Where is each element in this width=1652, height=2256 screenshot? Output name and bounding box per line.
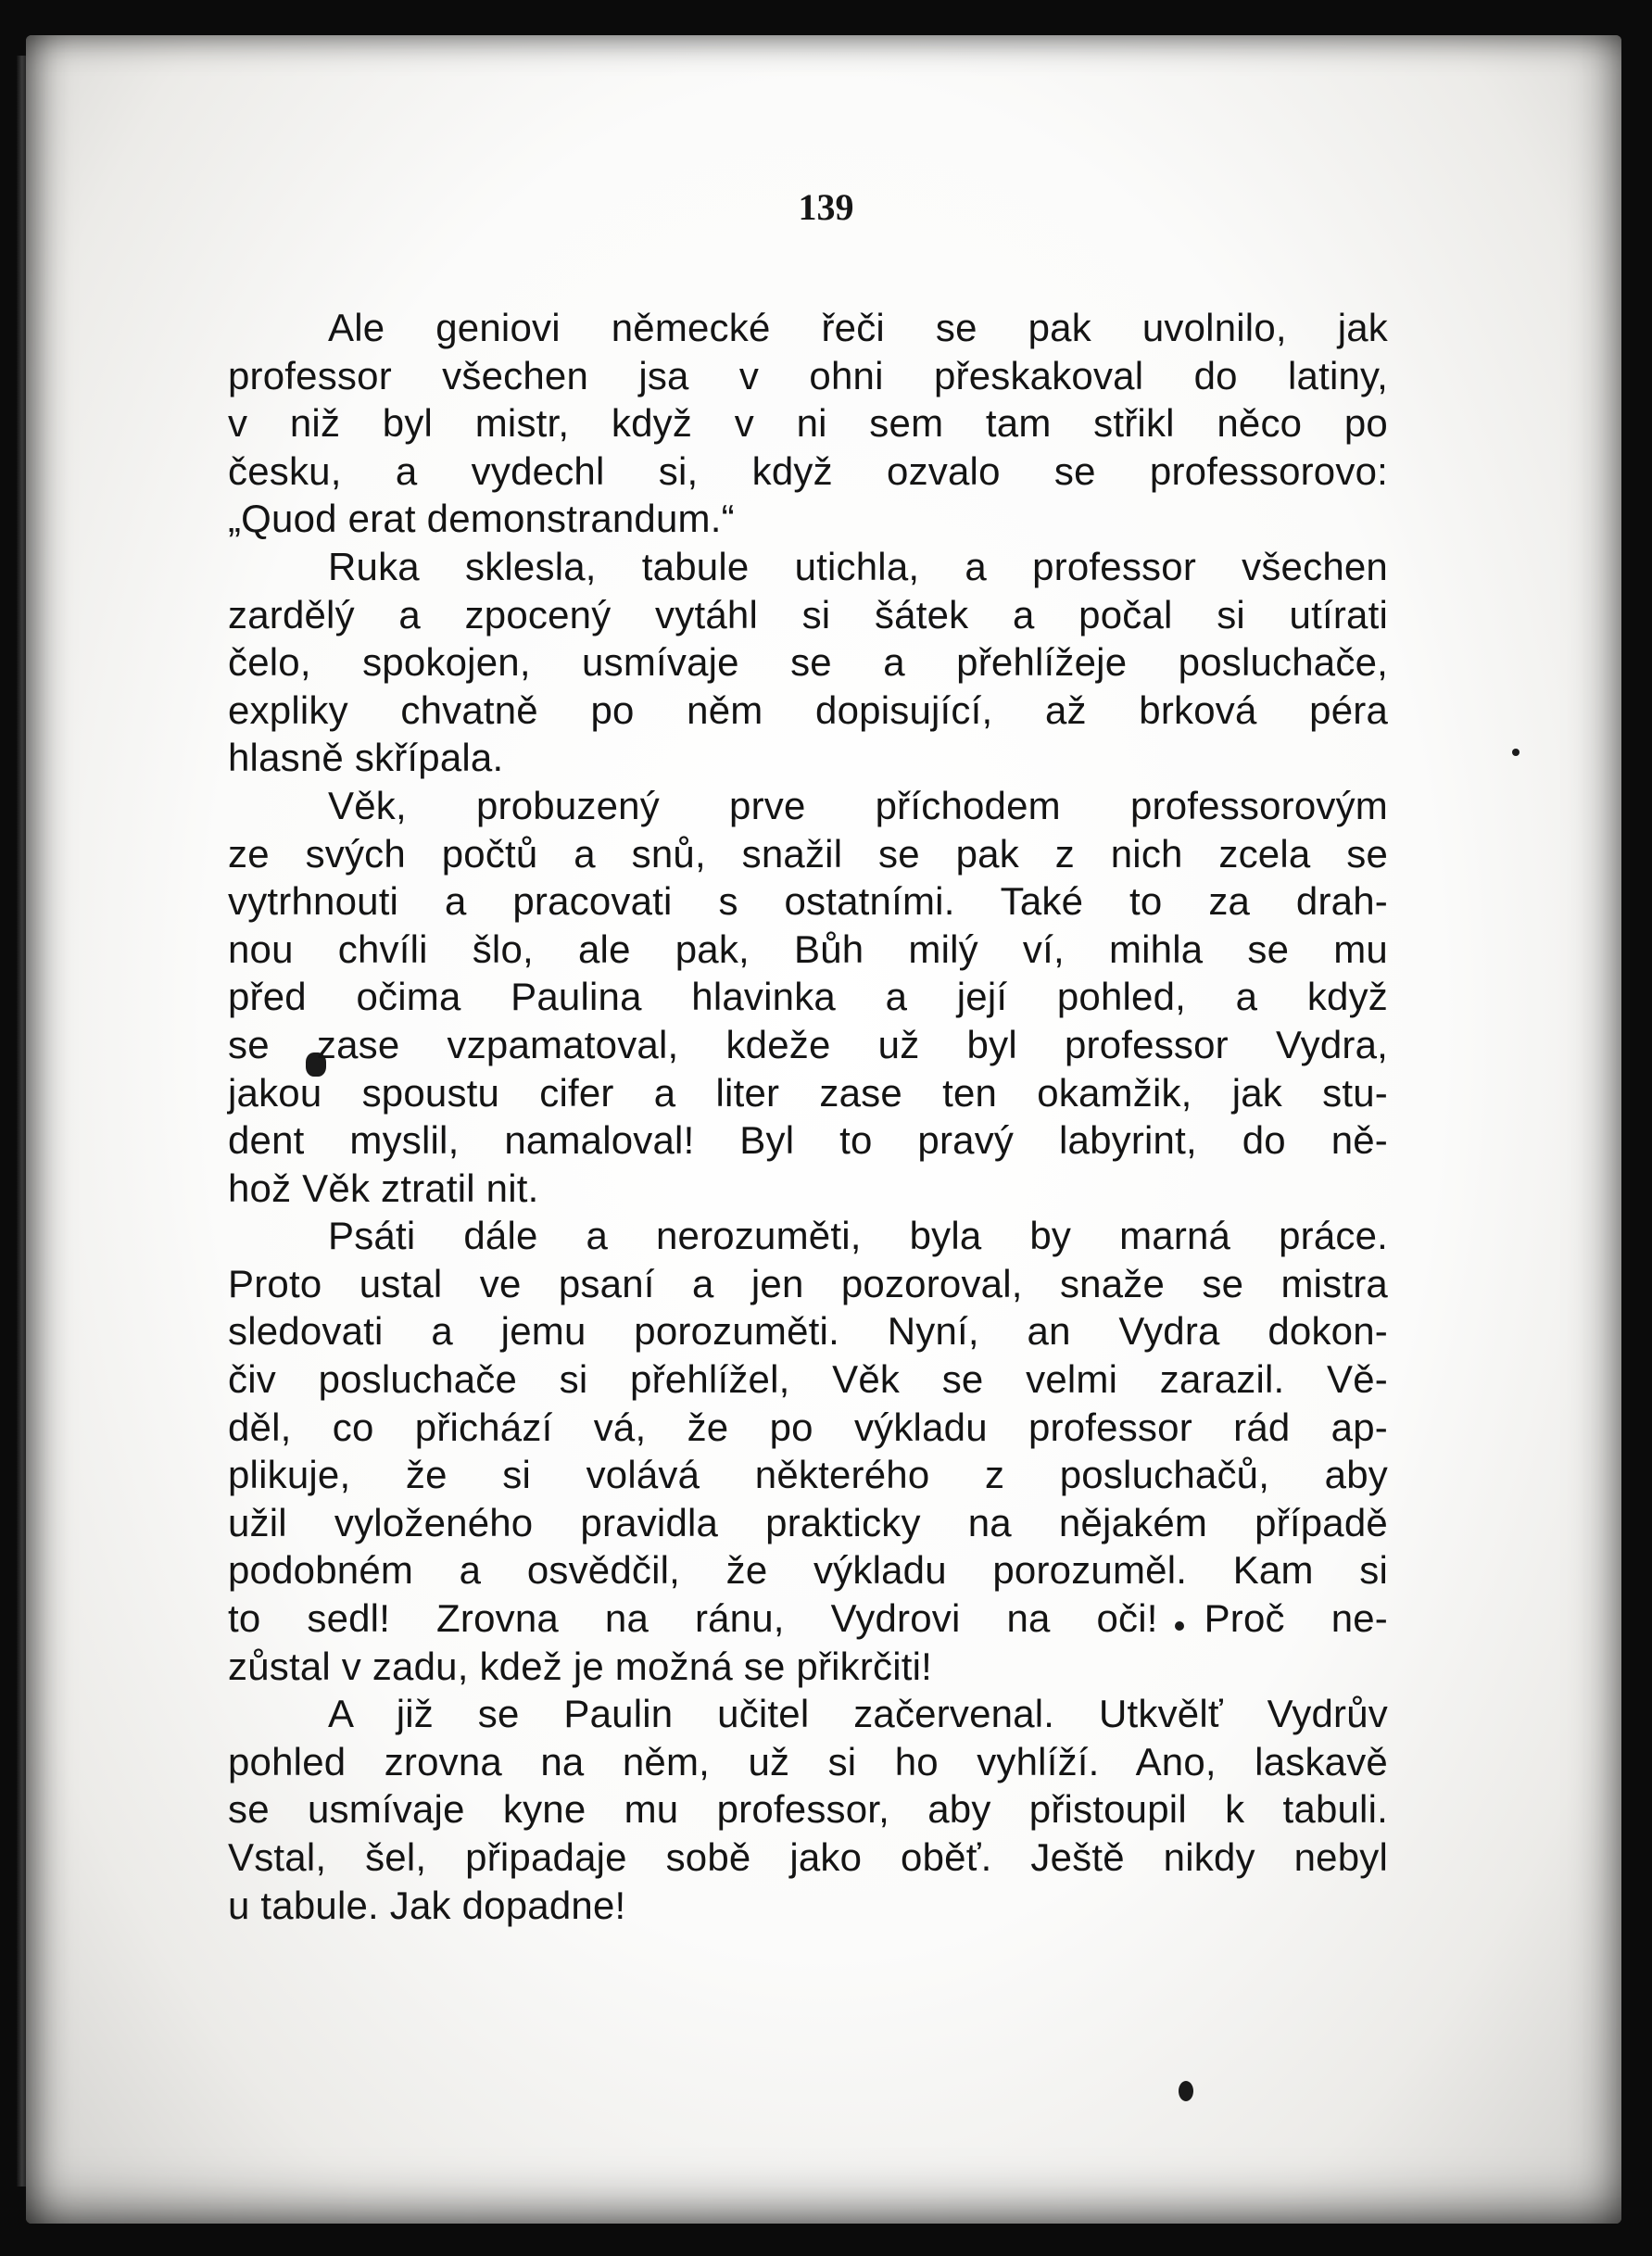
- text-line: užil vyloženého pravidla prakticky na nějakém případě: [228, 1500, 1388, 1544]
- text-line: jakou spoustu cifer a liter zase ten okamžik, jak stu-: [228, 1070, 1388, 1115]
- text-line: u tabule. Jak dopadne!: [228, 1883, 626, 1927]
- text-line: podobném a osvědčil, že výkladu porozuměl. Kam si: [228, 1548, 1388, 1593]
- paragraph: [228, 543, 1388, 782]
- text-line: sledovati a jemu porozuměti. Nyní, an Vydra dokon-: [228, 1309, 1388, 1354]
- text-line: v niž byl mistr, když v ni sem tam střikl něco po: [228, 401, 1388, 446]
- text-line: Věk, probuzený prve příchodem professorovým: [328, 783, 1388, 827]
- text-line: Ale geniovi německé řeči se pak uvolnilo, jak: [328, 306, 1388, 349]
- paragraph: [228, 782, 1388, 1212]
- body-text: [228, 304, 1388, 1929]
- text-line: ze svých počtů a snů, snažil se pak z nich zcela se: [228, 831, 1388, 876]
- text-line: se usmívaje kyne mu professor, aby přistoupil k tabuli.: [228, 1787, 1388, 1832]
- text-line: Proto ustal ve psaní a jen pozoroval, snaže se mistra: [228, 1261, 1388, 1305]
- text-line: pohled zrovna na něm, už si ho vyhlíží. Ano, laskavě: [228, 1739, 1388, 1783]
- text-line: nou chvíli šlo, ale pak, Bůh milý ví, mihla se mu: [228, 926, 1388, 971]
- text-line: vytrhnouti a pracovati s ostatními. Také to za drah-: [228, 879, 1388, 924]
- text-line: před očima Paulina hlavinka a její pohled, a když: [228, 975, 1388, 1019]
- text-line: dent myslil, namaloval! Byl to pravý labyrint, do ně-: [228, 1118, 1388, 1163]
- text-line: zůstal v zadu, kdež je možná se přikrčiti!: [228, 1644, 933, 1688]
- text-line: A již se Paulin učitel začervenal. Utkvělť Vydrův: [328, 1692, 1388, 1736]
- text-line: Psáti dále a nerozuměti, byla by marná práce.: [328, 1214, 1388, 1258]
- text-line: to sedl! Zrovna na ránu, Vydrovi na oči! Proč ne-: [228, 1596, 1388, 1641]
- ink-speck: [1512, 749, 1520, 756]
- text-line: Vstal, šel, připadaje sobě jako oběť. Ještě nikdy nebyl: [228, 1835, 1388, 1879]
- text-line: hož Věk ztratil nit.: [228, 1166, 539, 1210]
- paragraph: [228, 1212, 1388, 1690]
- text-line: čiv posluchače si přehlížel, Věk se velmi zarazil. Vě-: [228, 1357, 1388, 1402]
- ink-speck: [1179, 2081, 1193, 2101]
- text-line: se zase vzpamatoval, kdeže už byl professor Vydra,: [228, 1022, 1388, 1066]
- paragraph: [228, 304, 1388, 543]
- text-line: čelo, spokojen, usmívaje se a přehlížeje posluchače,: [228, 640, 1388, 685]
- text-line: zardělý a zpocený vytáhl si šátek a počal si utírati: [228, 592, 1388, 636]
- text-line: professor všechen jsa v ohni přeskakoval do latiny,: [228, 353, 1388, 397]
- text-line: Ruka sklesla, tabule utichla, a professor všechen: [328, 544, 1388, 588]
- text-line: plikuje, že si volává některého z posluchačů, aby: [228, 1453, 1388, 1497]
- text-line: expliky chvatně po něm dopisující, až brková péra: [228, 687, 1388, 732]
- page-number: 139: [798, 186, 854, 228]
- text-line: „Quod erat demonstrandum.“: [228, 497, 735, 541]
- text-line: děl, co přichází vá, že po výkladu professor rád ap-: [228, 1405, 1388, 1449]
- text-line: hlasně skřípala.: [228, 736, 504, 780]
- paragraph: [228, 1690, 1388, 1929]
- text-line: česku, a vydechl si, když ozvalo se professorovo:: [228, 448, 1388, 493]
